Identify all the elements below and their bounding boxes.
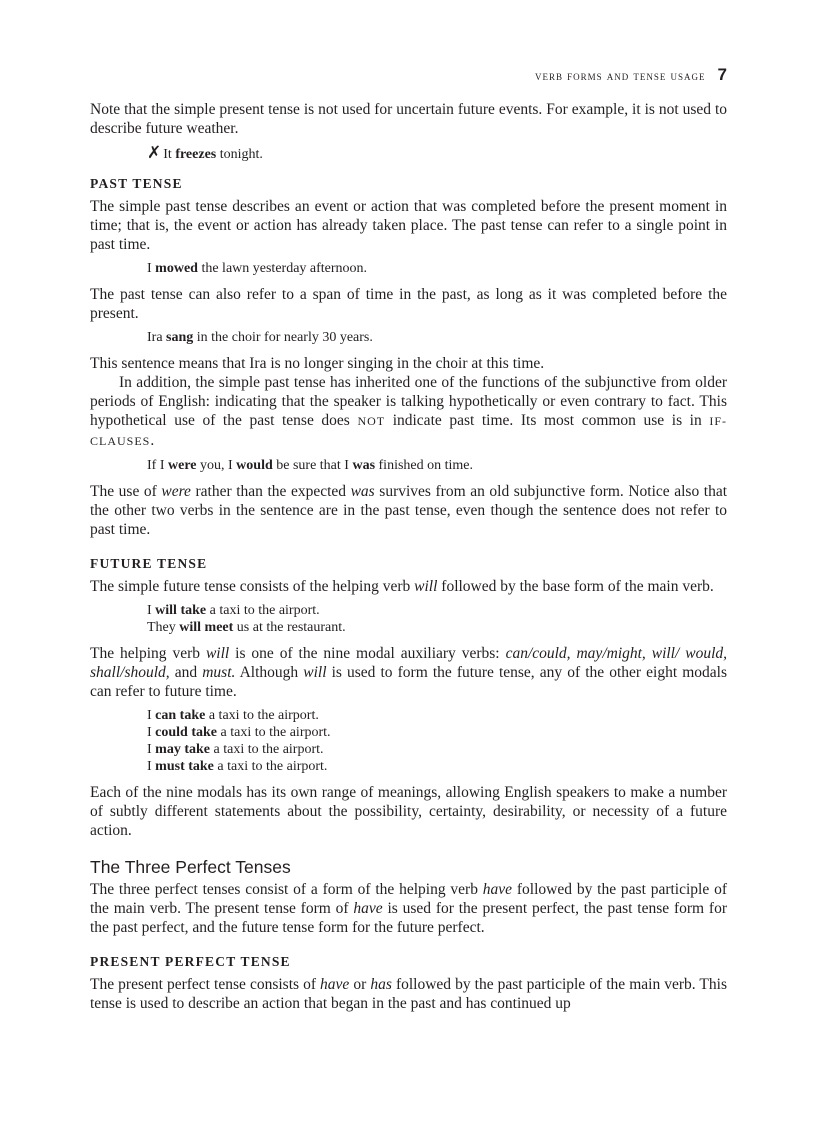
example-sentence: I will take a taxi to the airport. [147, 603, 320, 618]
example-sentence: ✗ It freezes tonight. [147, 143, 263, 162]
example-block [147, 707, 727, 775]
subheading-future-tense: FUTURE TENSE [90, 556, 208, 571]
example-block [147, 457, 727, 474]
example-block [147, 602, 727, 636]
paragraph: The use of were rather than the expected was survives from an old subjunctive form. Notice also that the other two verbs in the sentence are in the past tense, even though the sentence does not refer to past time. [90, 483, 728, 538]
subheading-past-tense: PAST TENSE [90, 176, 183, 191]
running-head [90, 66, 727, 85]
paragraph: This sentence means that Ira is no longer singing in the choir at this time. [90, 355, 545, 372]
example-block [147, 329, 727, 346]
paragraph: The simple past tense describes an event or action that was completed before the present moment in time; that is, the event or action has already taken place. The past tense can refer to a single point in past time. [90, 198, 727, 253]
example-block [147, 144, 727, 163]
example-sentence: If I were you, I would be sure that I was finished on time. [147, 458, 474, 473]
example-sentence: They will meet us at the restaurant. [147, 620, 346, 635]
example-sentence: I may take a taxi to the airport. [147, 742, 324, 757]
paragraph: The past tense can also refer to a span of time in the past, as long as it was completed before the present. [90, 286, 727, 322]
example-sentence: I could take a taxi to the airport. [147, 725, 331, 740]
example-sentence: I can take a taxi to the airport. [147, 708, 319, 723]
paragraph: Each of the nine modals has its own range of meanings, allowing English speakers to make a number of subtly different statements about the possibility, certainty, desirability, or necessity of a future action. [90, 784, 727, 839]
example-sentence: Ira sang in the choir for nearly 30 years. [147, 330, 373, 345]
paragraph: The three perfect tenses consist of a form of the helping verb have followed by the past participle of the main verb. The present tense form of have is used for the present perfect, the past tense form for the past perfect, and the future tense form for the future perfect. [90, 881, 727, 936]
page-body [90, 100, 727, 1013]
example-sentence: I mowed the lawn yesterday afternoon. [147, 261, 368, 276]
example-block [147, 260, 727, 277]
running-title: verb forms and tense usage [535, 69, 706, 83]
incorrect-x-icon: ✗ [147, 143, 162, 162]
paragraph: In addition, the simple past tense has inherited one of the functions of the subjunctive from older periods of English: indicating that the speaker is talking hypothetically or even contrary to fact. This hypothetical use of the past tense does NOT indicate past time. Its most common use is in IF-CLAUSES. [90, 374, 727, 449]
paragraph: The simple future tense consists of the helping verb will followed by the base form of the main verb. [90, 578, 714, 595]
paragraph: Note that the simple present tense is not used for uncertain future events. For example, it is not used to describe future weather. [90, 101, 727, 137]
subheading-present-perfect: PRESENT PERFECT TENSE [90, 954, 291, 969]
paragraph: The helping verb will is one of the nine modal auxiliary verbs: can/could, may/might, will/ would, shall/should, and must. Although will is used to form the future tense, any of the other eight modals can refer to future time. [90, 645, 727, 700]
paragraph: The present perfect tense consists of have or has followed by the past participle of the main verb. This tense is used to describe an action that began in the past and has continued up [90, 976, 727, 1012]
section-heading-perfect-tenses: The Three Perfect Tenses [90, 857, 291, 877]
page-number: 7 [717, 65, 727, 84]
example-sentence: I must take a taxi to the airport. [147, 759, 328, 774]
